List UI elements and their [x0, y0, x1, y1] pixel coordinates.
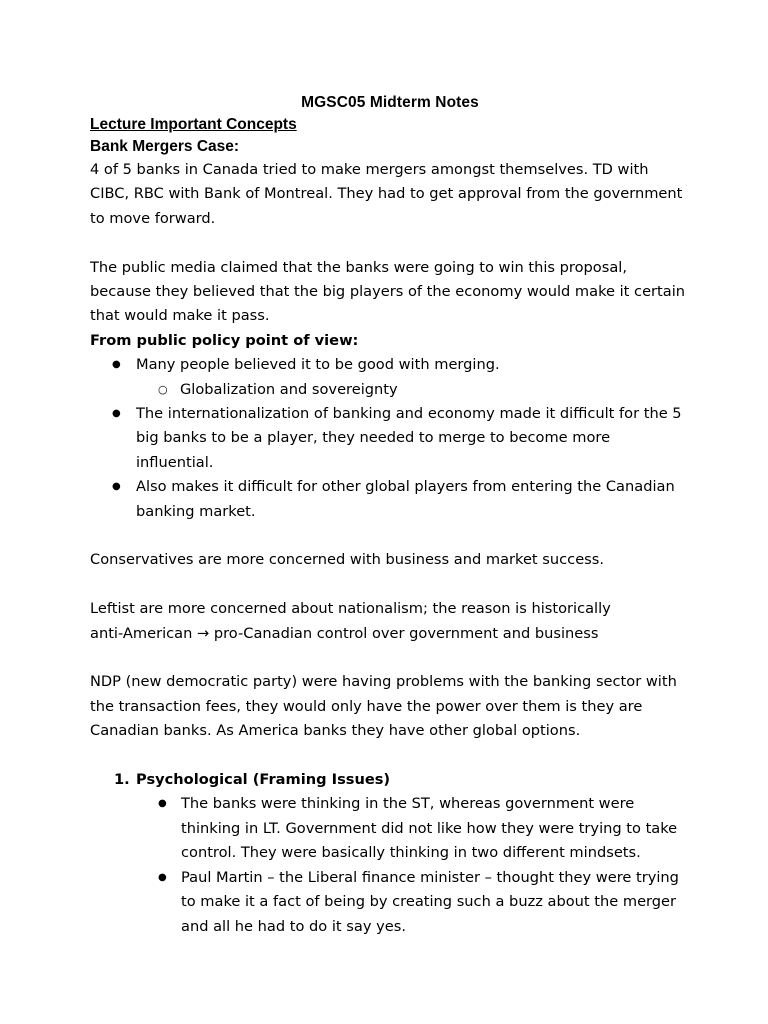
list-item [90, 866, 690, 939]
paragraph-public-media: The public media claimed that the banks were going to win this proposal, because they believed that the big players of the economy would make it certain that would make it pass. [90, 258, 686, 325]
bullet-text: The banks were thinking in the ST, whereas government were thinking in LT. Government did not like how they were trying to take control. They were basically thinking in two different mindsets. [181, 795, 678, 862]
sub-bullet-text: Globalization and sovereignty [180, 380, 398, 398]
list-item [90, 475, 690, 524]
spacer [90, 646, 690, 670]
section-heading: Lecture Important Concepts [90, 116, 297, 133]
list-item [90, 402, 690, 475]
paragraph-ndp: NDP (new democratic party) were having problems with the banking sector with the transaction fees, they would only have the power over them is they are Canadian banks. As America banks they have other global options. [90, 673, 677, 740]
spacer [90, 744, 690, 768]
bullet-text: Many people believed it to be good with merging. [136, 356, 500, 374]
document-page [90, 92, 690, 939]
paragraph-conservatives: Conservatives are more concerned with business and market success. [90, 551, 605, 569]
sub-bullet-list [90, 378, 690, 402]
list-item [90, 792, 690, 865]
list-item [90, 353, 690, 402]
spacer [90, 524, 690, 548]
document-title: MGSC05 Midterm Notes [301, 94, 479, 111]
bullet-text: The internationalization of banking and economy made it difficult for the 5 big banks to be a player, they needed to merge to become more influential. [136, 405, 682, 471]
policy-heading: From public policy point of view: [90, 331, 359, 349]
spacer [90, 573, 690, 597]
item-label: Psychological (Framing Issues) [136, 771, 391, 789]
bullet-text: Paul Martin – the Liberal finance minister – thought they were trying to make it a fact of being by creating such a buzz about the merger and all he had to do it say yes. [181, 868, 679, 935]
psychological-bullet-list [90, 792, 690, 938]
paragraph-leftist-line1: Leftist are more concerned about nationalism; the reason is historically [90, 600, 611, 618]
case-heading: Bank Mergers Case: [90, 138, 240, 155]
numbered-item-psychological [90, 768, 690, 792]
paragraph-bank-mergers: 4 of 5 banks in Canada tried to make mergers amongst themselves. TD with CIBC, RBC with Bank of Montreal. They had to get approval from the government to move forward. [90, 161, 683, 227]
paragraph-leftist-line2: anti-American → pro-Canadian control over government and business [90, 624, 599, 642]
policy-bullet-list [90, 353, 690, 524]
list-item [90, 378, 690, 402]
spacer [90, 231, 690, 255]
bullet-text: Also makes it difficult for other global players from entering the Canadian banking market. [136, 478, 675, 520]
item-number: 1. [114, 771, 130, 789]
